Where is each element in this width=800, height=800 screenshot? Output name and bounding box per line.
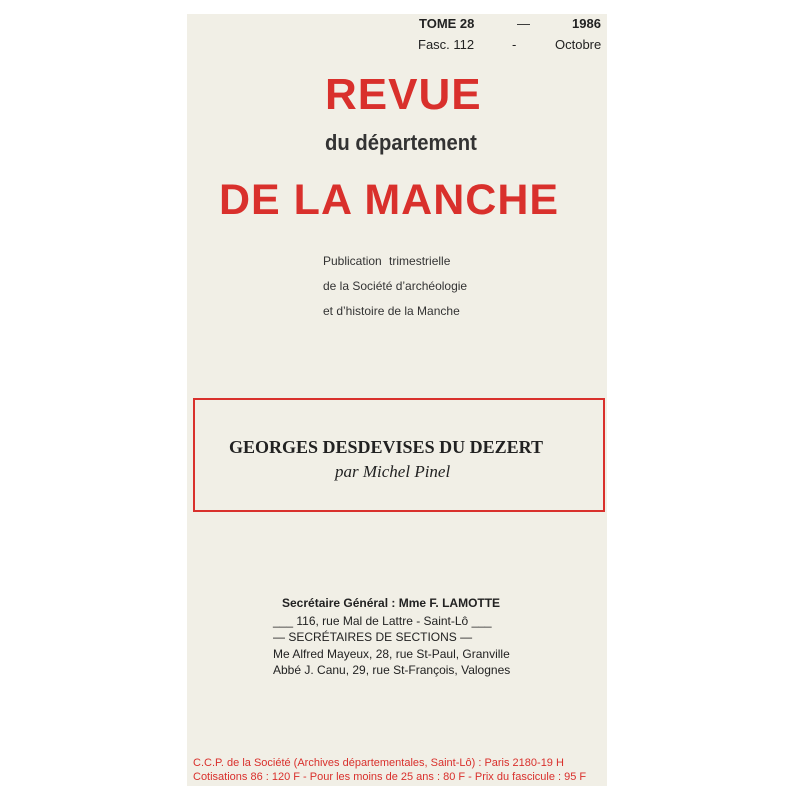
title-du-departement: du département bbox=[325, 130, 477, 155]
section-secretary-2: Abbé J. Canu, 29, rue St-François, Valognes bbox=[273, 663, 511, 677]
publication-line-1: Publication trimestrielle bbox=[323, 254, 451, 268]
publication-line-3: et d’histoire de la Manche bbox=[323, 304, 460, 318]
article-author: par Michel Pinel bbox=[335, 462, 451, 481]
title-de-la-manche: DE LA MANCHE bbox=[219, 176, 560, 224]
title-revue: REVUE bbox=[325, 70, 482, 119]
footer-cotisations: Cotisations 86 : 120 F - Pour les moins de 25 ans : 80 F - Prix du fascicule : 95 F bbox=[193, 771, 587, 783]
secretary-general: Secrétaire Général : Mme F. LAMOTTE bbox=[282, 596, 501, 610]
section-secretary-1: Me Alfred Mayeux, 28, rue St-Paul, Granville bbox=[273, 647, 510, 661]
article-title: GEORGES DESDEVISES DU DEZERT bbox=[229, 437, 543, 457]
year-label: 1986 bbox=[572, 16, 601, 31]
month-label: Octobre bbox=[555, 37, 602, 52]
header-dash-2: - bbox=[512, 37, 517, 52]
secretary-address: ___ 116, rue Mal de Lattre - Saint-Lô ___ bbox=[273, 614, 492, 628]
tome-label: TOME 28 bbox=[419, 16, 475, 31]
footer-ccp: C.C.P. de la Société (Archives départementales, Saint-Lô) : Paris 2180-19 H bbox=[193, 757, 564, 769]
sections-heading: — SECRÉTAIRES DE SECTIONS — bbox=[273, 630, 473, 644]
header-dash: — bbox=[517, 16, 530, 31]
fascicle-label: Fasc. 112 bbox=[418, 37, 475, 52]
publication-line-2: de la Société d’archéologie bbox=[323, 279, 468, 293]
